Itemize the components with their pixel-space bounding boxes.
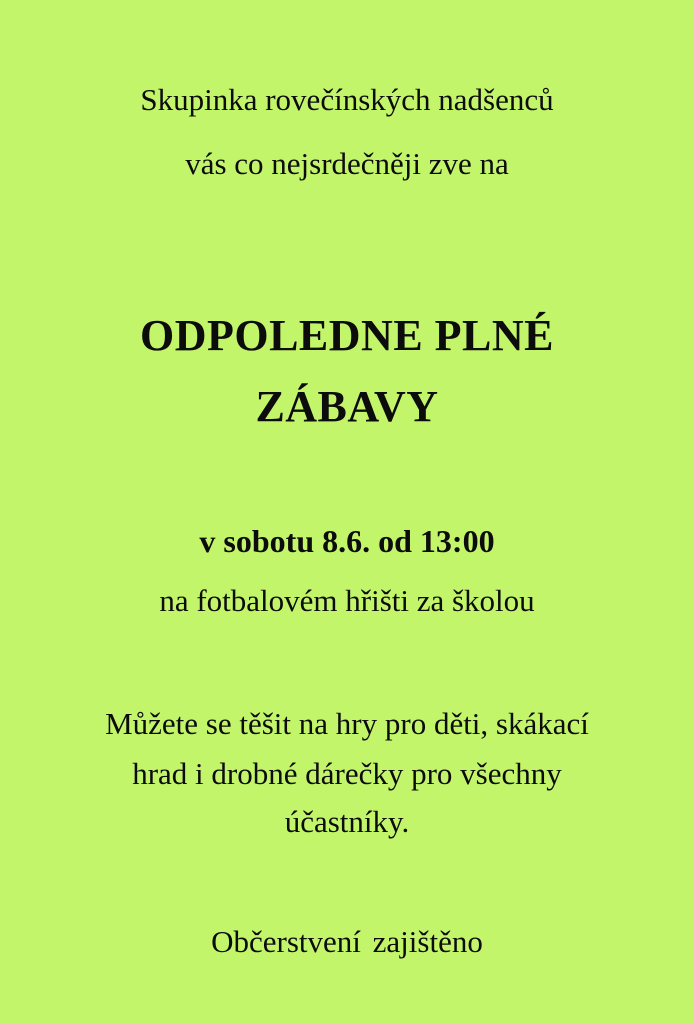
program-line-1: Můžete se těšit na hry pro děti, skákací — [105, 706, 589, 741]
event-date: v sobotu 8.6. od 13:00 — [199, 523, 495, 559]
program-line-2: hrad i drobné dárečky pro všechny — [132, 756, 562, 791]
headline-line-2: ZÁBAVY — [255, 382, 439, 431]
refreshments-note: Občerstvení zajištěno — [211, 924, 483, 959]
program-line-3: účastníky. — [284, 804, 410, 839]
intro-line-1: Skupinka rovečínských nadšenců — [140, 82, 554, 117]
intro-line-2: vás co nejsrdečněji zve na — [185, 146, 509, 181]
headline-line-1: ODPOLEDNE PLNÉ — [139, 311, 555, 360]
event-place: na fotbalovém hřišti za školou — [159, 583, 535, 618]
